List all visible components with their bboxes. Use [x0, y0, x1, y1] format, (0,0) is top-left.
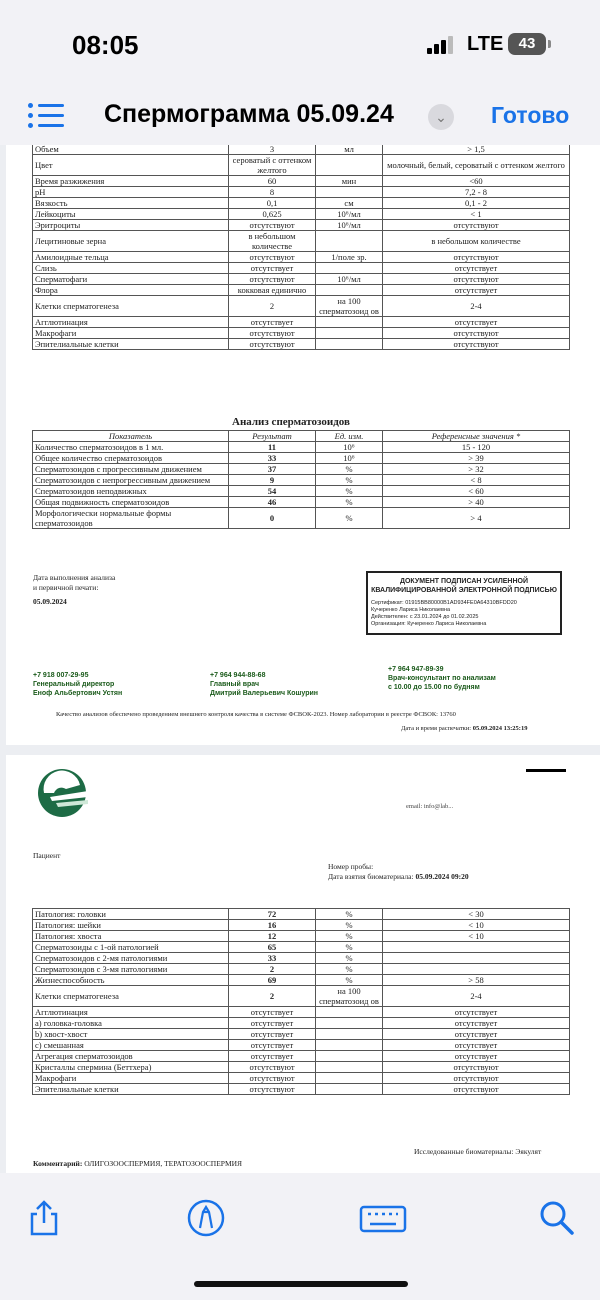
table-cell: > 39 [383, 453, 570, 464]
table-row [33, 464, 570, 475]
table-cell: отсутствует [229, 1029, 316, 1040]
table-cell: 2-4 [383, 296, 570, 317]
contact-role: Главный врач [210, 681, 260, 688]
print-time-value: 05.09.2024 13:25:19 [472, 725, 528, 732]
contact-role: Врач-консультант по анализам [388, 675, 496, 682]
table-cell: % [316, 508, 383, 529]
biomaterial-date-label: Дата взятия биоматериала: [328, 872, 414, 881]
table-row [33, 1073, 570, 1084]
table-cell: < 10 [383, 920, 570, 931]
table-cell: Время разжижения [33, 176, 229, 187]
lab-table-pathology [32, 908, 570, 1095]
date-label-1: Дата выполнения анализа [33, 573, 116, 582]
table-cell [316, 339, 383, 350]
table-row [33, 317, 570, 328]
table-cell: на 100 сперматозоид ов [316, 986, 383, 1007]
table-cell: отсутствует [229, 317, 316, 328]
table-cell: % [316, 975, 383, 986]
table-cell [316, 1007, 383, 1018]
table-cell: отсутствуют [229, 252, 316, 263]
table-cell: 0,625 [229, 209, 316, 220]
table-cell [316, 285, 383, 296]
table-cell: отсутствуют [229, 1062, 316, 1073]
table-cell: 7,2 - 8 [383, 187, 570, 198]
contact-phone: +7 964 944-88-68 [210, 672, 266, 679]
table-cell: Сперматозоидов с 2-мя патологиями [33, 953, 229, 964]
table-cell: Агглютинация [33, 1007, 229, 1018]
table-cell: < 10 [383, 931, 570, 942]
table-cell [316, 317, 383, 328]
table-cell: 2 [229, 986, 316, 1007]
biomaterial-date-value: 05.09.2024 09:20 [415, 872, 469, 881]
table-cell: отсутствует [229, 1018, 316, 1029]
table-cell: Количество сперматозоидов в 1 мл. [33, 442, 229, 453]
table-cell: см [316, 198, 383, 209]
table-row [33, 1051, 570, 1062]
table-row [33, 263, 570, 274]
table-row [33, 909, 570, 920]
network-type: LTE [467, 33, 504, 55]
table-cell: Амилоидные тельца [33, 252, 229, 263]
table-cell: 72 [229, 909, 316, 920]
table-row [33, 986, 570, 1007]
nav-bar [0, 90, 600, 145]
table-cell [316, 1084, 383, 1095]
table-cell: 33 [229, 453, 316, 464]
table-cell: 10⁶/мл [316, 220, 383, 231]
table-cell: 2 [229, 964, 316, 975]
table-cell: Клетки сперматогенеза [33, 986, 229, 1007]
battery-icon: 43 [508, 33, 546, 55]
table-cell: <60 [383, 176, 570, 187]
table-cell: < 30 [383, 909, 570, 920]
table-cell [316, 187, 383, 198]
comment-text: ОЛИГОЗООСПЕРМИЯ, ТЕРАТОЗООСПЕРМИЯ [84, 1159, 243, 1168]
document-page-1 [6, 145, 600, 745]
table-row [33, 176, 570, 187]
table-cell: 2-4 [383, 986, 570, 1007]
table-cell: отсутствуют [383, 252, 570, 263]
table-cell: b) хвост-хвост [33, 1029, 229, 1040]
contact-phone: +7 918 007-29-95 [33, 672, 89, 679]
table-cell: отсутствуют [229, 1073, 316, 1084]
table-cell: отсутствуют [383, 220, 570, 231]
table-cell: 69 [229, 975, 316, 986]
table-cell: Объем [33, 145, 229, 155]
table-cell: 16 [229, 920, 316, 931]
table-cell: Сперматофаги [33, 274, 229, 285]
table-cell: % [316, 497, 383, 508]
table-cell: Эритроциты [33, 220, 229, 231]
table-cell: отсутствует [383, 1007, 570, 1018]
table-row [33, 1084, 570, 1095]
signal-icon [427, 36, 457, 54]
table-cell: % [316, 953, 383, 964]
table-cell: отсутствуют [383, 1062, 570, 1073]
table-cell: 0,1 [229, 198, 316, 209]
table-cell: Кристаллы спермина (Беттхера) [33, 1062, 229, 1073]
table-row [33, 1007, 570, 1018]
date-value: 05.09.2024 [33, 597, 67, 606]
print-time [401, 724, 527, 733]
table-cell: % [316, 964, 383, 975]
table-cell: 3 [229, 145, 316, 155]
table-cell: Макрофаги [33, 1073, 229, 1084]
table-cell: 60 [229, 176, 316, 187]
table-cell: отсутствует [383, 285, 570, 296]
print-time-label: Дата и время распечатки: [401, 725, 472, 732]
table-cell [316, 328, 383, 339]
table-row [33, 964, 570, 975]
patient-label: Пациент [33, 851, 61, 860]
table-cell [316, 1051, 383, 1062]
table-cell [383, 953, 570, 964]
table-cell: < 60 [383, 486, 570, 497]
table-cell: 2 [229, 296, 316, 317]
signature-title-1: ДОКУМЕНТ ПОДПИСАН УСИЛЕННОЙ [400, 578, 528, 585]
share-icon[interactable] [24, 1198, 64, 1238]
markup-pen-icon[interactable] [186, 1198, 226, 1238]
table-cell: Сперматозоидов с прогрессивным движением [33, 464, 229, 475]
table-cell [383, 942, 570, 953]
table-row [33, 442, 570, 453]
header-mark [526, 769, 566, 772]
comment-label: Комментарий: [33, 1159, 83, 1168]
table-cell: 0 [229, 508, 316, 529]
home-indicator [194, 1281, 408, 1287]
table-cell: отсутствуют [383, 274, 570, 285]
table-cell: 8 [229, 187, 316, 198]
table-row [33, 942, 570, 953]
table-row [33, 1029, 570, 1040]
table-row [33, 155, 570, 176]
table-row [33, 953, 570, 964]
table-header-cell: Показатель [33, 431, 229, 442]
contact-chief-doctor [210, 671, 318, 698]
table-cell: а) головка-головка [33, 1018, 229, 1029]
date-label-2: и первичной печати: [33, 583, 99, 592]
table-cell: сероватый с оттенком желтого [229, 155, 316, 176]
table-cell: кокковая единично [229, 285, 316, 296]
table-cell: Патология: хвоста [33, 931, 229, 942]
table-cell: 15 - 120 [383, 442, 570, 453]
table-cell: отсутствуют [229, 339, 316, 350]
table-row [33, 497, 570, 508]
table-cell [316, 1029, 383, 1040]
signature-valid: Действителен: с 23.01.2024 до 01.02.2025 [371, 614, 479, 620]
table-cell: мл [316, 145, 383, 155]
table-cell: > 1,5 [383, 145, 570, 155]
table-cell [316, 1040, 383, 1051]
table-cell: > 40 [383, 497, 570, 508]
table-cell: Морфологически нормальные формы сперматозоидов [33, 508, 229, 529]
done-button[interactable]: Готово [491, 102, 570, 128]
signature-org: Организация: Кучеренко Лариса Николаевна [371, 621, 487, 627]
table-cell: Клетки сперматогенеза [33, 296, 229, 317]
table-row [33, 975, 570, 986]
table-row [33, 209, 570, 220]
table-cell: Сперматозоидов с 3-мя патологиями [33, 964, 229, 975]
table-cell: Агглютинация [33, 317, 229, 328]
table-cell: отсутствуют [229, 220, 316, 231]
table-cell: Агрегация сперматозоидов [33, 1051, 229, 1062]
table-row [33, 508, 570, 529]
table-row [33, 1040, 570, 1051]
table-cell: % [316, 931, 383, 942]
table-cell [316, 1062, 383, 1073]
table-cell: 37 [229, 464, 316, 475]
table-cell: 0,1 - 2 [383, 198, 570, 209]
table-cell: Сперматозоидов неподвижных [33, 486, 229, 497]
contact-phone: +7 964 947-89-39 [388, 666, 444, 673]
table-cell [316, 155, 383, 176]
table-row [33, 1062, 570, 1073]
table-cell: отсутствует [229, 1007, 316, 1018]
signature-owner: Кучеренко Лариса Николаевна [371, 607, 451, 613]
table-cell: % [316, 475, 383, 486]
search-icon[interactable] [537, 1198, 577, 1238]
table-row [33, 198, 570, 209]
table-row [33, 475, 570, 486]
table-cell: Общая подвижность сперматозоидов [33, 497, 229, 508]
biomaterial-date-row [328, 872, 469, 881]
table-cell: 12 [229, 931, 316, 942]
table-cell: отсутствуют [229, 1084, 316, 1095]
table-row [33, 339, 570, 350]
table-cell: Слизь [33, 263, 229, 274]
table-row [33, 220, 570, 231]
table-cell: % [316, 909, 383, 920]
table-row [33, 285, 570, 296]
table-cell: % [316, 486, 383, 497]
table-cell [383, 964, 570, 975]
lab-table-sperm [32, 430, 570, 529]
table-cell: 10⁶ [316, 442, 383, 453]
table-header-cell: Референсные значения * [383, 431, 570, 442]
table-cell: 10⁶/мл [316, 209, 383, 220]
biomaterial-note: Исследованные биоматериалы: Эякулят [414, 1147, 542, 1156]
document-title[interactable]: Спермограмма 05.09.24 [104, 100, 394, 128]
table-cell: отсутствует [229, 1040, 316, 1051]
chevron-down-icon[interactable]: ⌄ [428, 104, 454, 130]
contact-consultant [388, 665, 496, 692]
table-cell: % [316, 464, 383, 475]
table-cell: Эпителиальные клетки [33, 339, 229, 350]
table-cell: отсутствует [383, 1018, 570, 1029]
table-row [33, 920, 570, 931]
table-cell: отсутствуют [383, 339, 570, 350]
table-cell: Общее количество сперматозоидов [33, 453, 229, 464]
section-title: Анализ сперматозоидов [232, 416, 350, 428]
contact-name: с 10.00 до 15.00 по будням [388, 684, 480, 691]
status-bar [0, 0, 600, 90]
table-cell: 11 [229, 442, 316, 453]
table-cell: > 32 [383, 464, 570, 475]
quality-note: Качество анализов обеспечено проведением внешнего контроля качества в системе ФСВОК-2023. Номер лаборатории в реестре ФСВОК: 13760 [56, 711, 456, 718]
table-cell: отсутствуют [229, 274, 316, 285]
table-header-row [33, 431, 570, 442]
table-cell: отсутствует [229, 263, 316, 274]
table-row [33, 931, 570, 942]
table-cell: Эпителиальные клетки [33, 1084, 229, 1095]
table-cell: Лейкоциты [33, 209, 229, 220]
table-cell: 9 [229, 475, 316, 486]
table-cell: отсутствует [229, 1051, 316, 1062]
table-cell: 65 [229, 942, 316, 953]
table-cell: отсутствует [383, 1040, 570, 1051]
table-cell: отсутствует [383, 1029, 570, 1040]
table-cell: Вязкость [33, 198, 229, 209]
table-cell: в небольшом количестве [383, 231, 570, 252]
document-page-2 [6, 755, 600, 1173]
table-row [33, 145, 570, 155]
signature-title-2: КВАЛИФИЦИРОВАННОЙ ЭЛЕКТРОННОЙ ПОДПИСЬЮ [371, 587, 557, 594]
bottom-toolbar [0, 1173, 600, 1300]
table-cell: Сперматозоиды с 1-ой патологией [33, 942, 229, 953]
table-cell [316, 1018, 383, 1029]
sample-label: Номер пробы: [328, 862, 374, 871]
table-cell: 1/поле зр. [316, 252, 383, 263]
table-cell: > 58 [383, 975, 570, 986]
table-cell: отсутствуют [383, 328, 570, 339]
list-icon[interactable] [28, 102, 64, 130]
contact-role: Генеральный директор [33, 681, 115, 688]
table-row [33, 231, 570, 252]
table-row [33, 274, 570, 285]
table-row [33, 296, 570, 317]
table-cell: мин [316, 176, 383, 187]
status-time: 08:05 [72, 30, 139, 60]
table-row [33, 187, 570, 198]
table-cell: 54 [229, 486, 316, 497]
table-cell: 10⁶ [316, 453, 383, 464]
table-cell: > 4 [383, 508, 570, 529]
contact-name: Дмитрий Валерьевич Кошурин [210, 690, 318, 697]
lab-table-general [32, 145, 570, 350]
table-cell: 46 [229, 497, 316, 508]
table-cell: с) смешанная [33, 1040, 229, 1051]
table-cell: отсутствует [383, 263, 570, 274]
table-cell: на 100 сперматозоид ов [316, 296, 383, 317]
table-cell: % [316, 942, 383, 953]
lab-email: email: info@lab... [406, 803, 454, 810]
signature-cert: Сертификат: 01915BB80000B1AD934FE0A64310BFDD20 [371, 600, 517, 606]
table-header-cell: Результат [229, 431, 316, 442]
table-cell: Макрофаги [33, 328, 229, 339]
table-cell: отсутствует [383, 1051, 570, 1062]
table-cell: 10⁶/мл [316, 274, 383, 285]
table-cell: Патология: шейки [33, 920, 229, 931]
table-cell [316, 231, 383, 252]
contact-director [33, 671, 122, 698]
contact-name: Еноф Альбертович Устян [33, 690, 123, 697]
table-cell: молочный, белый, сероватый с оттенком желтого [383, 155, 570, 176]
table-cell: Флора [33, 285, 229, 296]
table-cell: Цвет [33, 155, 229, 176]
table-cell: 33 [229, 953, 316, 964]
table-cell: % [316, 920, 383, 931]
table-row [33, 252, 570, 263]
keyboard-icon[interactable] [358, 1198, 408, 1238]
table-cell: < 8 [383, 475, 570, 486]
table-cell [316, 1073, 383, 1084]
table-row [33, 486, 570, 497]
table-cell: < 1 [383, 209, 570, 220]
lab-logo-icon [36, 767, 88, 819]
comment [33, 1159, 242, 1168]
table-cell: Жизнеспособность [33, 975, 229, 986]
table-cell: в небольшом количестве [229, 231, 316, 252]
table-cell: Патология: головки [33, 909, 229, 920]
e-signature-box [366, 571, 562, 635]
table-cell: отсутствуют [383, 1084, 570, 1095]
table-cell: отсутствует [383, 317, 570, 328]
table-cell: Сперматозоидов с непрогрессивным движением [33, 475, 229, 486]
table-row [33, 1018, 570, 1029]
table-cell: Лецитиновые зерна [33, 231, 229, 252]
table-cell: отсутствуют [229, 328, 316, 339]
table-header-cell: Ед. изм. [316, 431, 383, 442]
table-row [33, 453, 570, 464]
table-cell: pH [33, 187, 229, 198]
table-row [33, 328, 570, 339]
table-cell: отсутствуют [383, 1073, 570, 1084]
table-cell [316, 263, 383, 274]
